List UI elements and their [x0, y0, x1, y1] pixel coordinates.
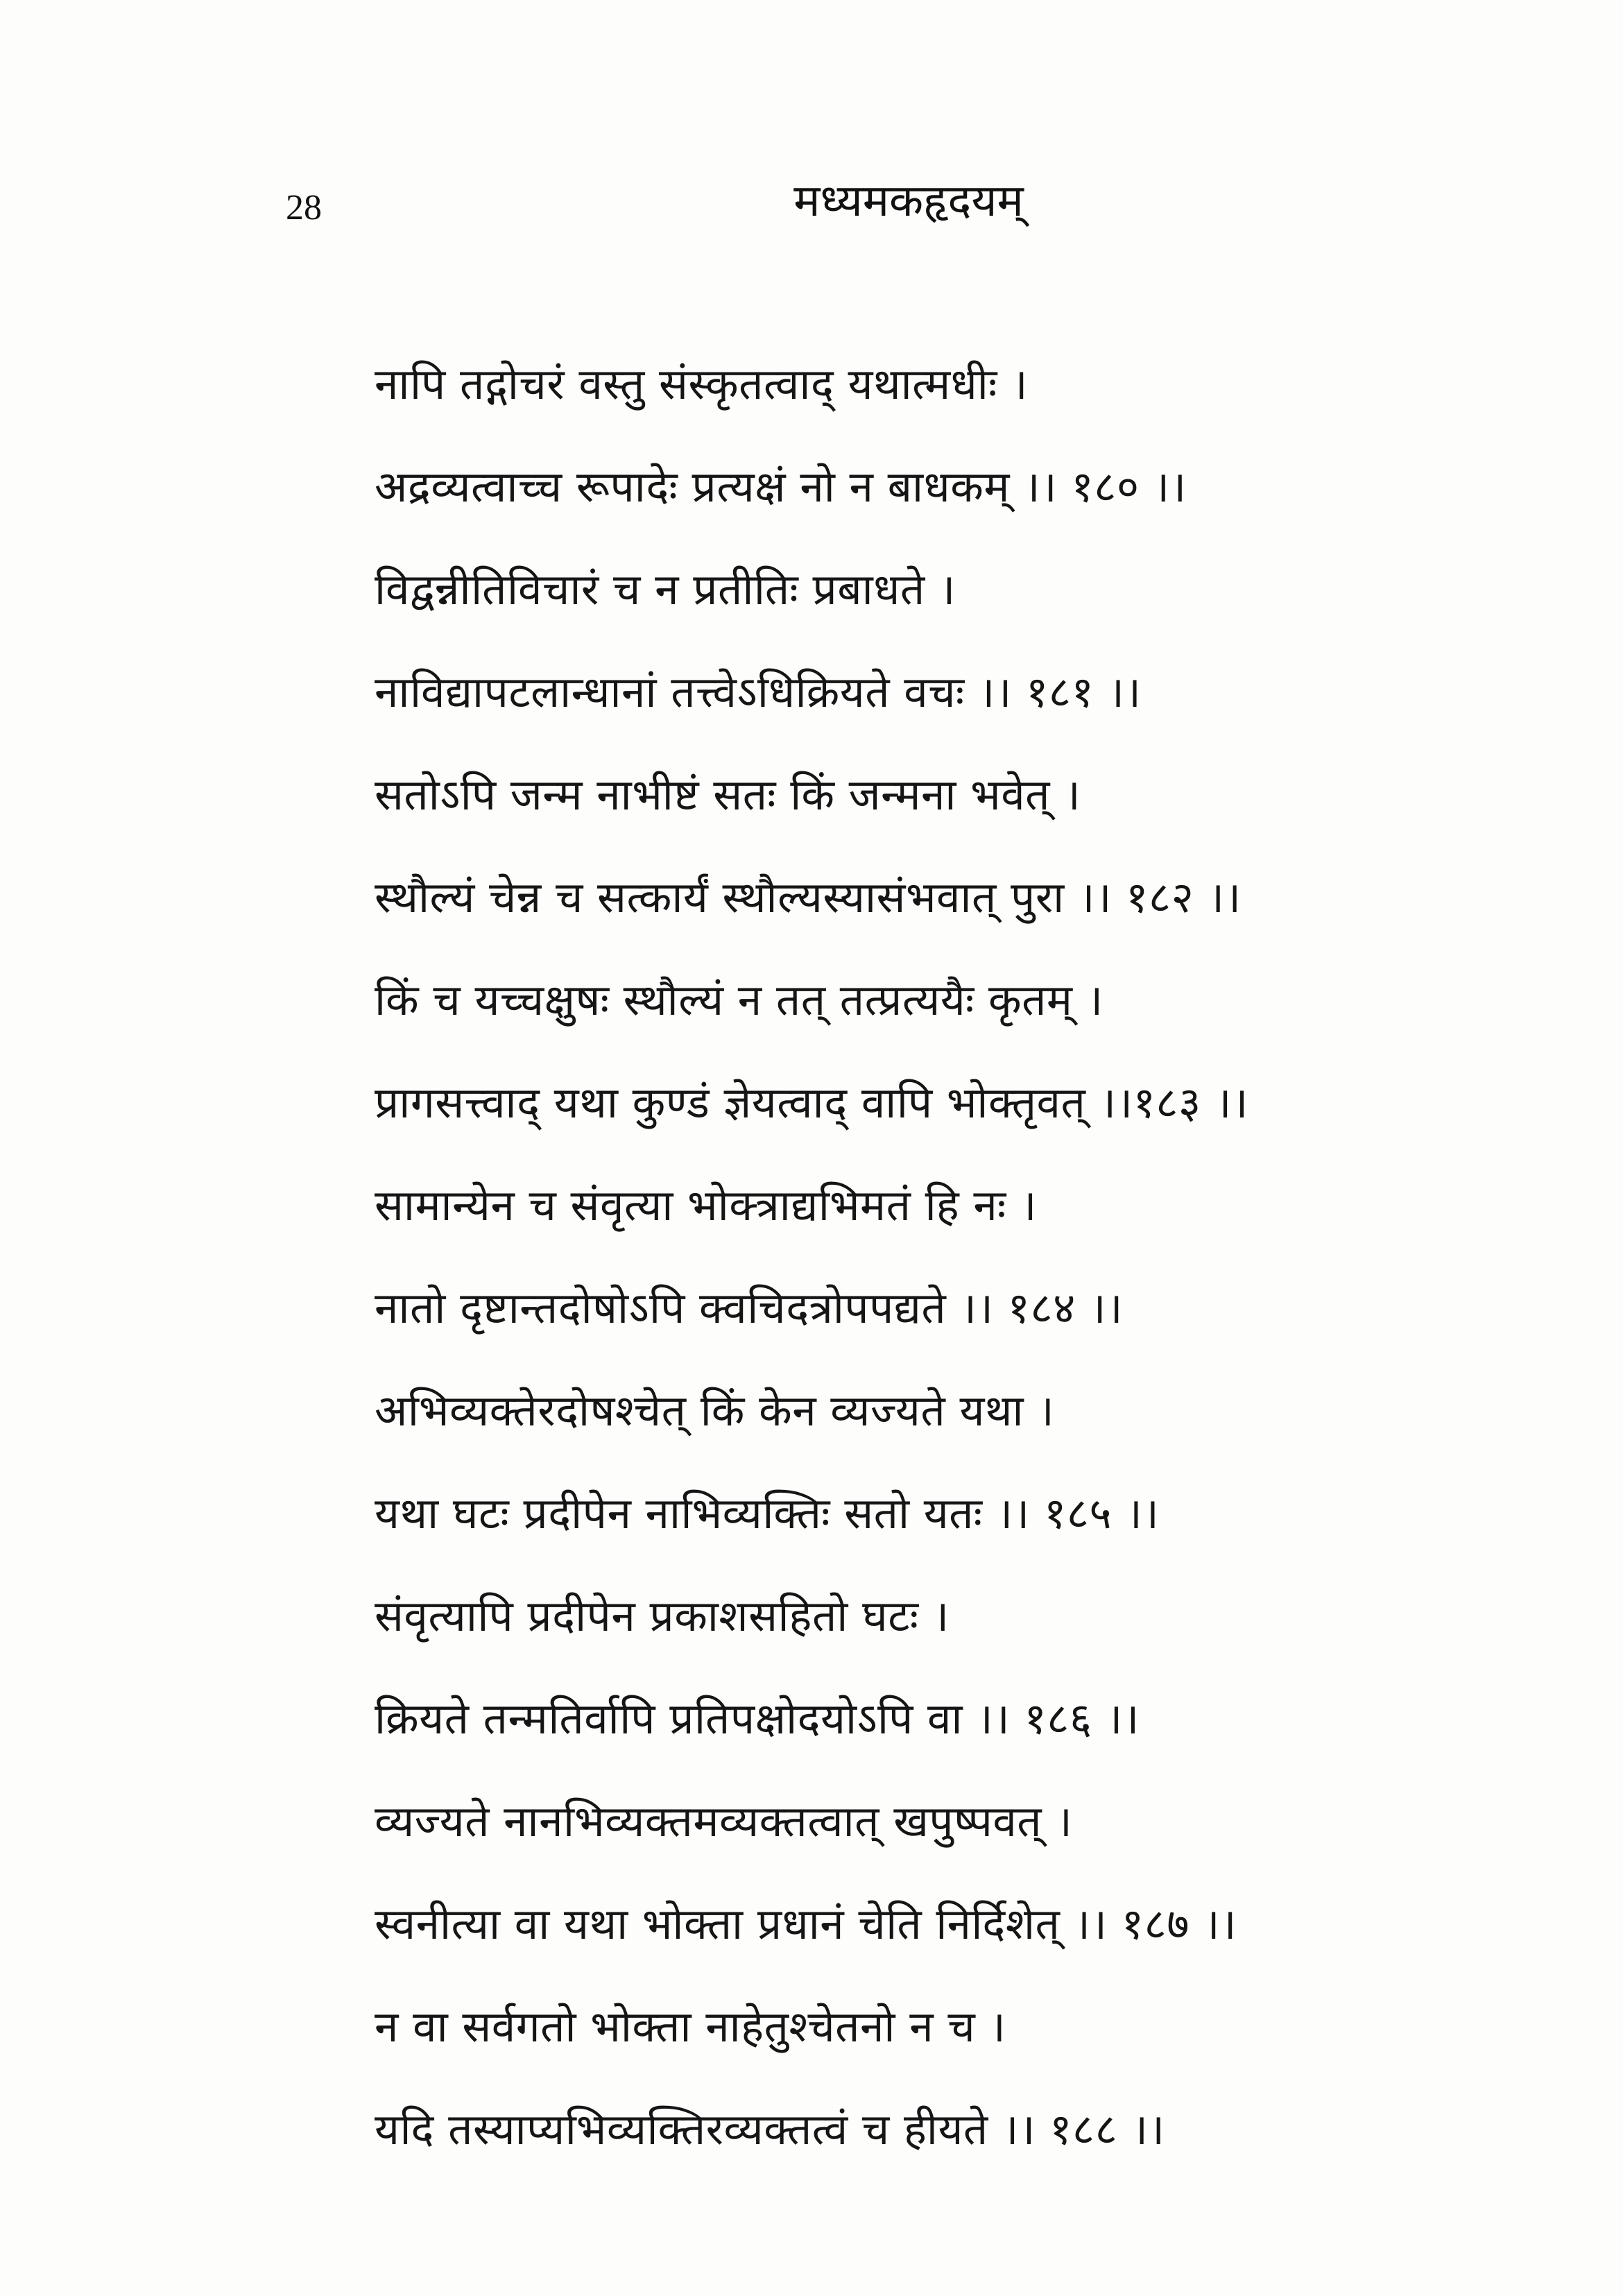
running-title: मध्यमकहृदयम् — [793, 175, 1024, 227]
verse-line: अभिव्यक्तेरदोषश्चेत् किं केन व्यज्यते यथा । — [375, 1385, 1055, 1436]
verse-line: न वा सर्वगतो भोक्ता नाहेतुश्चेतनो न च । — [375, 2001, 1006, 2052]
verse-line: अद्रव्यत्वाच्च रूपादेः प्रत्यक्षं नो न बाधकम् ।। १८० ।। — [375, 461, 1187, 512]
verse-line: नाविद्यापटलान्धानां तत्त्वेऽधिक्रियते वचः ।। १८१ ।। — [375, 667, 1142, 717]
verse-line: सामान्येन च संवृत्या भोक्त्राद्यभिमतं हि नः । — [375, 1180, 1037, 1231]
verse-line: यदि तस्याप्यभिव्यक्तिरव्यक्तत्वं च हीयते ।। १८८ ।। — [375, 2104, 1165, 2154]
verse-line: विद्वन्नीतिविचारं च न प्रतीतिः प्रबाधते । — [375, 564, 956, 615]
verse-line: संवृत्यापि प्रदीपेन प्रकाशसहितो घटः । — [375, 1591, 950, 1641]
verse-line: यथा घटः प्रदीपेन नाभिव्यक्तिः सतो यतः ।। १८५ ।। — [375, 1488, 1160, 1539]
verse-181 — [375, 538, 1540, 744]
verse-line: प्रागसत्त्वाद् यथा कुण्डं ज्ञेयत्वाद् वापि भोक्तृवत् ।।१८३ ।। — [375, 1077, 1248, 1128]
verse-187 — [375, 1770, 1540, 1976]
verse-line: नापि तद्गोचरं वस्तु संस्कृतत्वाद् यथात्मधीः । — [375, 359, 1029, 409]
page-number: 28 — [286, 188, 322, 228]
verse-list — [375, 333, 1540, 2181]
verse-line: व्यज्यते नानभिव्यक्तमव्यक्तत्वात् खपुष्पवत् । — [375, 1796, 1073, 1847]
verse-185 — [375, 1360, 1540, 1565]
verse-line: स्थौल्यं चेन्न च सत्कार्यं स्थौल्यस्यासंभवात् पुरा ।। १८२ ।। — [375, 872, 1242, 923]
verse-line: क्रियते तन्मतिर्वापि प्रतिपक्षोदयोऽपि वा ।। १८६ ।। — [375, 1693, 1140, 1744]
verse-line: सतोऽपि जन्म नाभीष्टं सतः किं जन्मना भवेत् । — [375, 769, 1081, 820]
verse-180 — [375, 333, 1540, 538]
verse-line: किं च यच्चक्षुषः स्थौल्यं न तत् तत्प्रत्ययैः कृतम् । — [375, 975, 1104, 1025]
verse-184 — [375, 1154, 1540, 1360]
verse-186 — [375, 1565, 1540, 1770]
verse-line: नातो दृष्टान्तदोषोऽपि क्वचिदत्रोपपद्यते ।। १८४ ।। — [375, 1283, 1124, 1333]
verse-182 — [375, 744, 1540, 949]
verse-183 — [375, 949, 1540, 1154]
verse-line: स्वनीत्या वा यथा भोक्ता प्रधानं चेति निर्दिशेत् ।। १८७ ।। — [375, 1899, 1237, 1949]
verse-188 — [375, 1976, 1540, 2181]
